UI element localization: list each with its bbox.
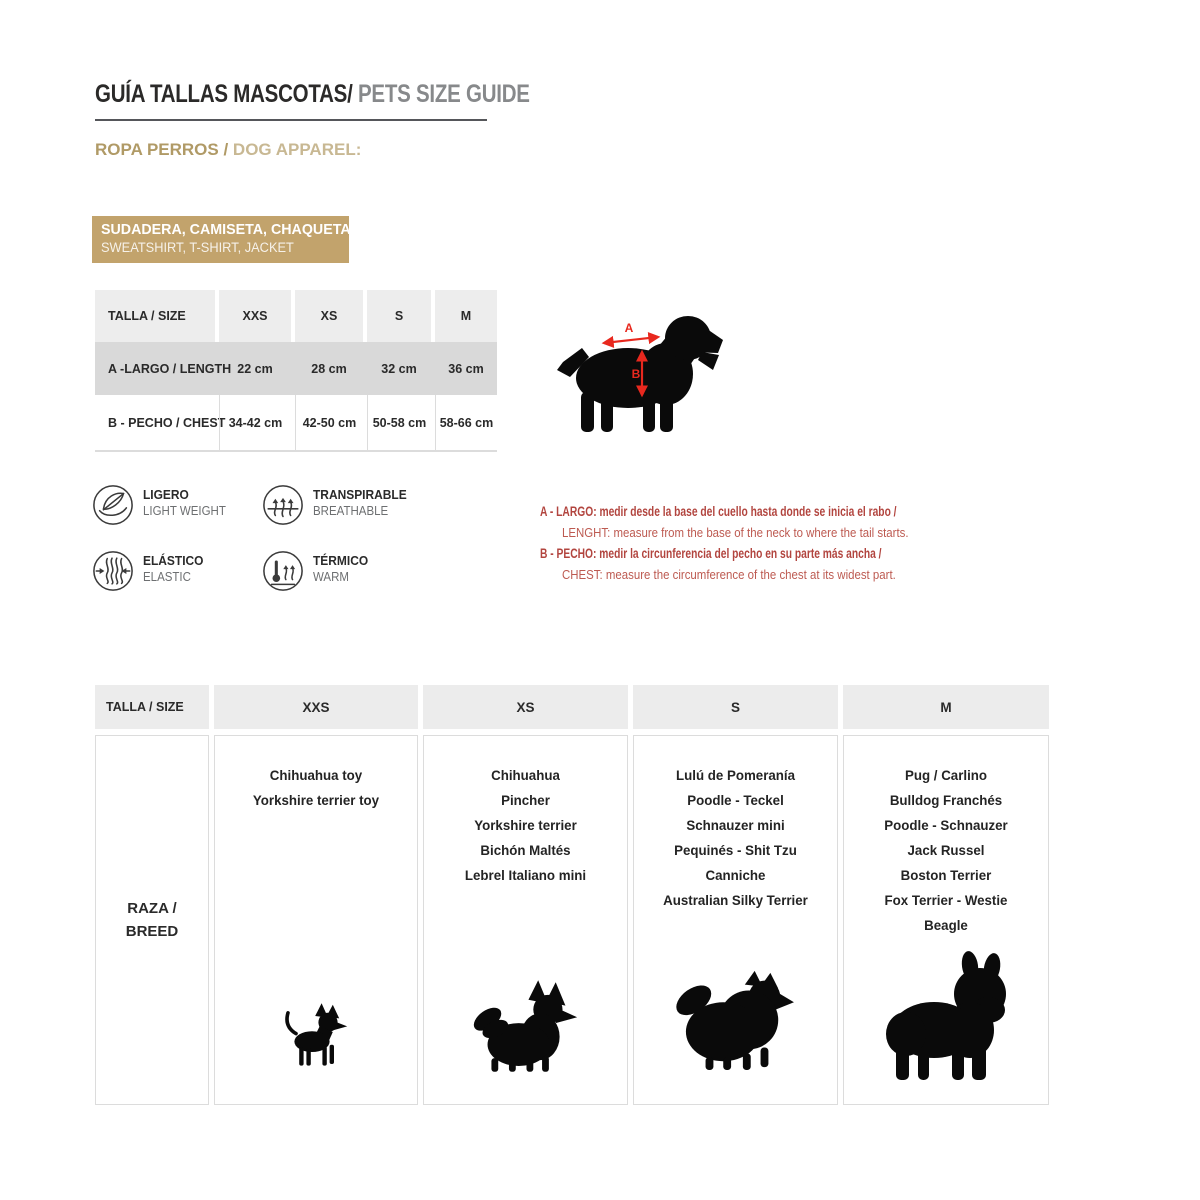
measurement-diagram: [556, 300, 736, 440]
labrador-silhouette: [556, 300, 736, 440]
chest-s: 50-58 cm: [367, 395, 431, 450]
length-s: 32 cm: [381, 361, 417, 376]
breed-item: Chihuahua toy: [269, 767, 363, 783]
breed-item: Boston Terrier: [900, 867, 992, 883]
feature-title: TRANSPIRABLE: [313, 487, 407, 502]
size-table-header-xs: XS: [295, 290, 363, 342]
chest-m: 58-66 cm: [435, 395, 497, 450]
feature-subtitle: ELASTIC: [143, 570, 191, 584]
long-haired-chihuahua-silhouette: [470, 978, 582, 1076]
dog-illustration-xxs: [280, 994, 352, 1074]
breed-row-label-en: BREED: [125, 923, 179, 940]
breed-item: Lulú de Pomeranía: [676, 767, 795, 783]
elastic-icon: [92, 550, 134, 592]
size-measurement-table: [95, 290, 497, 452]
note-chest-es: B - PECHO: medir la circunferencia del pecho en su parte más ancha /: [540, 546, 882, 561]
breed-table-header-xs: XS: [423, 685, 628, 729]
size-table-header-m: M: [435, 290, 497, 342]
feather-icon: [92, 484, 134, 526]
breed-item: Poodle - Teckel: [687, 792, 784, 808]
breed-item: Lebrel Italiano mini: [464, 867, 587, 883]
breed-item: Pug / Carlino: [904, 767, 988, 783]
subtitle-es: ROPA PERROS /: [95, 140, 233, 159]
note-length-en: LENGHT: measure from the base of the neck to where the tail starts.: [562, 525, 909, 540]
feature-title: ELÁSTICO: [143, 553, 204, 568]
breed-cell-xxs: [214, 735, 418, 1105]
subtitle-en: DOG APPAREL:: [232, 140, 362, 159]
breed-list-xxs: [215, 736, 417, 813]
length-m: 36 cm: [448, 361, 484, 376]
title-underline: [95, 119, 487, 121]
breed-table-header-m: M: [843, 685, 1049, 729]
breed-item: Pincher: [501, 792, 550, 808]
breed-item: Beagle: [924, 917, 968, 933]
banner-line-es: SUDADERA, CAMISETA, CHAQUETA/: [101, 221, 355, 238]
banner-line-en: SWEATSHIRT, T-SHIRT, JACKET: [101, 240, 294, 255]
breed-cell-xs: [423, 735, 628, 1105]
breed-item: Bichón Maltés: [480, 842, 571, 858]
feature-subtitle: WARM: [313, 570, 349, 584]
breed-list-s: [634, 736, 837, 913]
arrow-a-label: A: [624, 321, 634, 335]
breed-item: Pequinés - Shit Tzu: [674, 842, 797, 858]
french-bulldog-silhouette: [876, 950, 1016, 1084]
feature-elastic: [92, 550, 209, 592]
feature-subtitle: BREATHABLE: [313, 504, 389, 518]
arrow-b-label: B: [631, 367, 641, 381]
breed-item: Yorkshire terrier: [474, 817, 577, 833]
breed-item: Australian Silky Terrier: [663, 892, 808, 908]
breed-item: Canniche: [705, 867, 766, 883]
breed-size-table: [95, 685, 1049, 1105]
size-table-header-label: TALLA / SIZE: [95, 290, 215, 342]
breed-cell-m: [843, 735, 1049, 1105]
page-title: [95, 80, 625, 109]
breed-table-header-label: TALLA / SIZE: [95, 685, 209, 729]
page-title-en: PETS SIZE GUIDE: [352, 80, 530, 108]
feature-title: TÉRMICO: [313, 553, 369, 568]
length-row-label: A -LARGO / LENGTH: [108, 361, 232, 376]
dog-illustration-m: [876, 950, 1016, 1084]
page-title-es: GUÍA TALLAS MASCOTAS/: [95, 80, 353, 108]
size-table-header-xxs: XXS: [219, 290, 291, 342]
chihuahua-silhouette: [280, 994, 352, 1074]
chest-xs: 42-50 cm: [295, 395, 363, 450]
breed-list-xs: [424, 736, 627, 888]
length-xs: 28 cm: [311, 361, 347, 376]
size-table-header-s: S: [367, 290, 431, 342]
breed-list-m: [844, 736, 1048, 938]
chest-xxs: 34-42 cm: [219, 395, 291, 450]
dog-illustration-xs: [470, 978, 582, 1076]
breed-item: Bulldog Franchés: [889, 792, 1003, 808]
breed-item: Fox Terrier - Westie: [884, 892, 1008, 908]
feature-breathable: [262, 484, 415, 526]
breathable-icon: [262, 484, 304, 526]
breed-item: Jack Russel: [907, 842, 985, 858]
breed-table-header-s: S: [633, 685, 838, 729]
thermal-icon: [262, 550, 304, 592]
page-subtitle: [95, 140, 361, 160]
breed-item: Yorkshire terrier toy: [252, 792, 380, 808]
breed-row-label: [95, 735, 209, 1105]
breed-item: Schnauzer mini: [686, 817, 785, 833]
breed-cell-s: [633, 735, 838, 1105]
size-table-length-row: [95, 342, 497, 395]
dog-illustration-s: [672, 963, 800, 1073]
feature-lightweight: [92, 484, 233, 526]
chest-row-label: B - PECHO / CHEST: [108, 415, 226, 430]
note-chest-en: CHEST: measure the circumference of the chest at its widest part.: [562, 567, 896, 582]
feature-title: LIGERO: [143, 487, 189, 502]
breed-item: Poodle - Schnauzer: [884, 817, 1008, 833]
size-table-chest-row: [95, 395, 497, 452]
feature-warm: [262, 550, 373, 592]
size-table-header-row: [95, 290, 497, 342]
feature-subtitle: LIGHT WEIGHT: [143, 504, 226, 518]
breed-row-label-es: RAZA /: [127, 900, 177, 917]
measuring-instructions: [540, 501, 970, 585]
length-xxs: 22 cm: [237, 361, 273, 376]
breed-table-header-xxs: XXS: [214, 685, 418, 729]
breed-item: Chihuahua: [491, 767, 560, 783]
note-length-es: A - LARGO: medir desde la base del cuello hasta donde se inicia el rabo /: [540, 504, 897, 519]
pomeranian-silhouette: [672, 963, 800, 1073]
garment-type-banner: [92, 216, 355, 263]
